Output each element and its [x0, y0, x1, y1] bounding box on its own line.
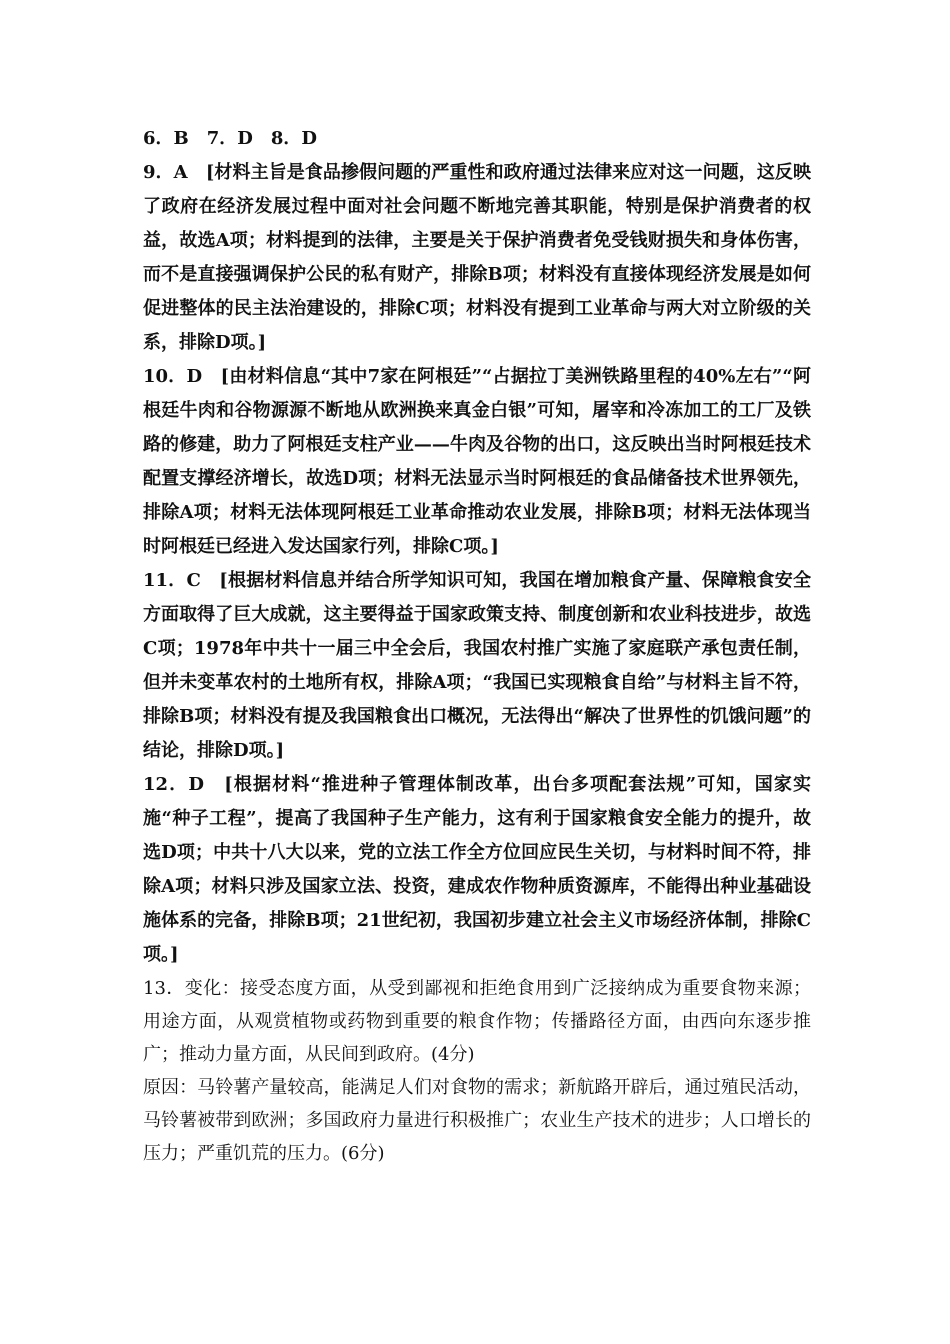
answer-9: 9．A [材料主旨是食品掺假问题的严重性和政府通过法律来应对这一问题，这反映了政府在经济发展过程中面对社会问题不断地完善其职能，特别是保护消费者的权益，故选A项；材料提到的法律，主要是关于保护消费者免受钱财损失和身体伤害，而不是直接强调保护公民的私有财产，排除B项；材料没有直接体现经济发展是如何促进整体的民主法治建设的，排除C项；材料没有提到工业革命与两大对立阶级的关系，排除D项。]	[143, 162, 811, 353]
answers-6-to-8: 6．B 7．D 8．D	[143, 128, 318, 149]
answer-12: 12．D [根据材料“推进种子管理体制改革，出台多项配套法规”可知，国家实施“种子工程”，提高了我国种子生产能力，这有利于国家粮食安全能力的提升，故选D项；中共十八大以来，党的立法工作全方位回应民生关切，与材料时间不符，排除A项；材料只涉及国家立法、投资，建成农作物种质资源库，不能得出种业基础设施体系的完备，排除B项；21世纪初，我国初步建立社会主义市场经济体制，排除C项。]	[143, 774, 811, 965]
answer-page	[143, 122, 811, 1170]
answer-11: 11．C [根据材料信息并结合所学知识可知，我国在增加粮食产量、保障粮食安全方面取得了巨大成就，这主要得益于国家政策支持、制度创新和农业科技进步，故选C项；1978年中共十一届三中全会后，我国农村推广实施了家庭联产承包责任制，但并未变革农村的土地所有权，排除A项；“我国已实现粮食自给”与材料主旨不符，排除B项；材料没有提及我国粮食出口概况，无法得出“解决了世界性的饥饿问题”的结论，排除D项。]	[143, 570, 811, 761]
answer-10: 10．D [由材料信息“其中7家在阿根廷”“占据拉丁美洲铁路里程的40%左右”“阿根廷牛肉和谷物源源不断地从欧洲换来真金白银”可知，屠宰和冷冻加工的工厂及铁路的修建，助力了阿根廷支柱产业——牛肉及谷物的出口，这反映出当时阿根廷技术配置支撑经济增长，故选D项；材料无法显示当时阿根廷的食品储备技术世界领先，排除A项；材料无法体现阿根廷工业革命推动农业发展，排除B项；材料无法体现当时阿根廷已经进入发达国家行列，排除C项。]	[143, 366, 811, 557]
answer-13-reason: 原因：马铃薯产量较高，能满足人们对食物的需求；新航路开辟后，通过殖民活动，马铃薯被带到欧洲；多国政府力量进行积极推广；农业生产技术的进步；人口增长的压力；严重饥荒的压力。(6分)	[143, 1077, 811, 1164]
answer-13-change: 13．变化：接受态度方面，从受到鄙视和拒绝食用到广泛接纳成为重要食物来源；用途方面，从观赏植物或药物到重要的粮食作物；传播路径方面，由西向东逐步推广；推动力量方面，从民间到政府。(4分)	[143, 978, 811, 1065]
